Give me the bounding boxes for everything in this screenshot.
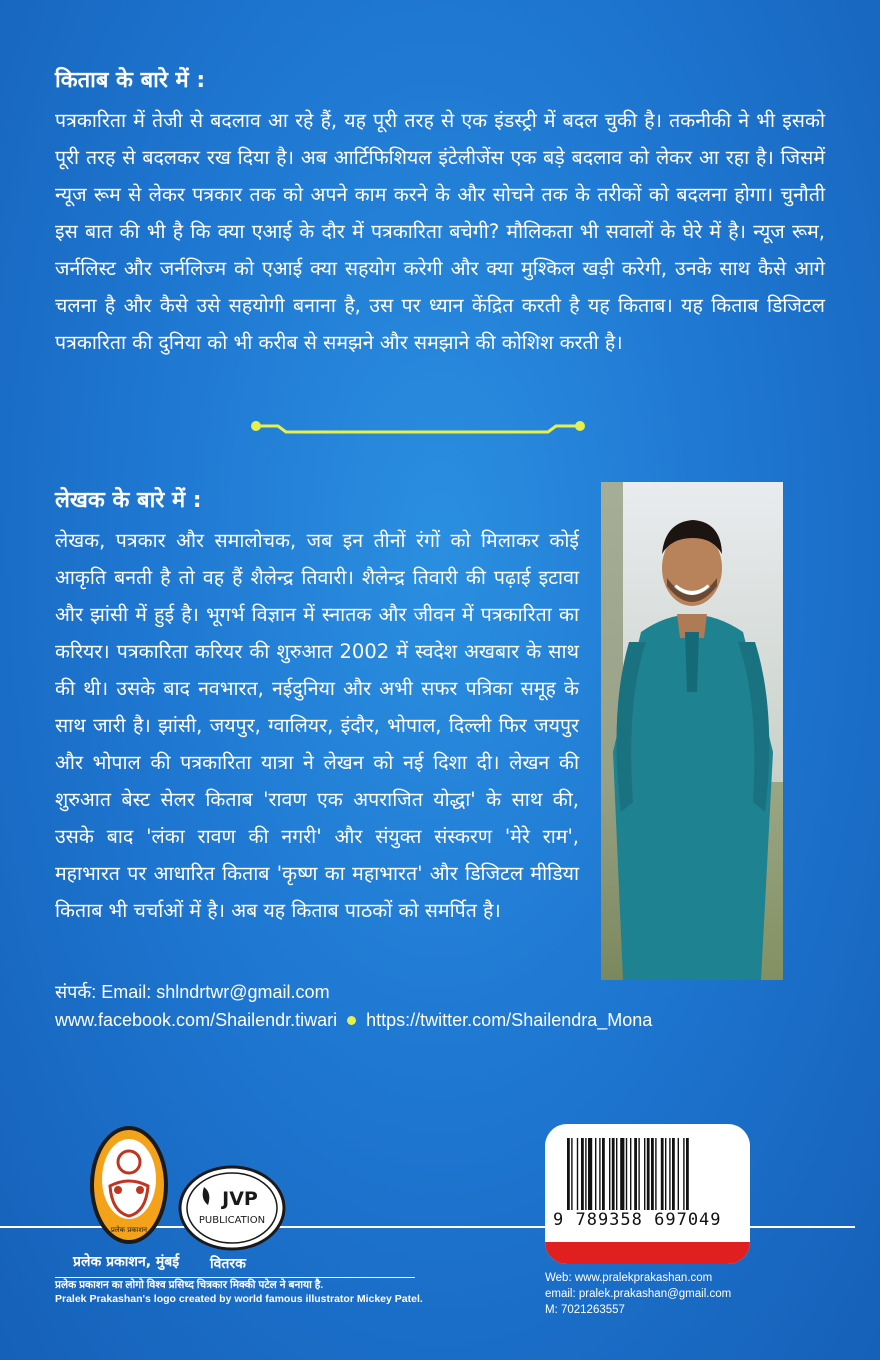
distributor-caption: वितरक	[210, 1256, 246, 1272]
pralek-prakashan-logo	[88, 1124, 170, 1246]
author-photo	[601, 482, 783, 980]
barcode-bars	[567, 1138, 727, 1210]
publisher-mobile: M: 7021263557	[545, 1304, 625, 1316]
about-book-text: पत्रकारिता में तेजी से बदलाव आ रहे हैं, यह पूरी तरह से एक इंडस्ट्री में बदल चुकी है। तकनीकी ने भी इसको पूरी तरह से बदलकर रख दिया है। अब आर्टिफिशियल इंटेलीजेंस एक बड़े बदलाव को लेकर आ रहा है। जिसमें न्यूज रूम से लेकर पत्रकार तक को अपने काम करने के और सोचने तक के तरीकों को बदलना होगा। चुनौती इस बात की भी है कि क्या एआई के दौर में पत्रकारिता बचेगी? मौलिकता भी सवालों के घेरे में है। न्यूज रूम, जर्नलिस्ट और जर्नलिज्म को एआई क्या सहयोग करेगी और क्या मुश्किल खड़ी करेगी, उनके साथ कैसे आगे चलना है और कैसे उसे सहयोगी बनाना है, उस पर ध्यान केंद्रित करती है यह किताब। यह किताब डिजिटल पत्रकारिता की दुनिया को भी करीब से समझने और समझाने की कोशिश करती है।	[55, 109, 825, 354]
facebook-link[interactable]: www.facebook.com/Shailendr.tiwari	[55, 1010, 338, 1030]
ornamental-divider	[248, 414, 588, 438]
contact-email[interactable]: shlndrtwr@gmail.com	[156, 982, 330, 1002]
social-links	[55, 1010, 652, 1031]
pralek-caption: प्रलेक प्रकाशन, मुंबई	[73, 1254, 180, 1270]
contact-line	[55, 980, 330, 1004]
jvp-logo-subtext: PUBLICATION	[198, 1215, 266, 1226]
about-author-heading: लेखक के बारे में :	[55, 488, 202, 513]
separator-dot	[347, 1016, 356, 1025]
jvp-logo-text: JVP	[222, 1188, 258, 1210]
twitter-link[interactable]: https://twitter.com/Shailendra_Mona	[366, 1010, 653, 1030]
publisher-web[interactable]: Web: www.pralekprakashan.com	[545, 1272, 713, 1284]
contact-label: संपर्क: Email:	[55, 982, 152, 1002]
logo-credit	[55, 1277, 423, 1314]
about-author-text: लेखक, पत्रकार और समालोचक, जब इन तीनों रंगों को मिलाकर कोई आकृति बनती है तो वह हैं शैलेन्द्र तिवारी। शैलेन्द्र तिवारी की पढ़ाई इटावा और झांसी में हुई है। भूगर्भ विज्ञान में स्नातक और जीवन में पत्रकारिता का करियर। पत्रकारिता करियर की शुरुआत 2002 में स्वदेश अखबार के साथ की थी। उसके बाद नवभारत, नईदुनिया और अभी सफर पत्रिका समूह के साथ जारी है। झांसी, जयपुर, ग्वालियर, इंदौर, भोपाल, दिल्ली फिर जयपुर और भोपाल की पत्रकारिता यात्रा ने लेखन को नई दिशा दी। लेखन की शुरुआत बेस्ट सेलर किताब 'रावण एक अपराजित योद्धा' के साथ की, उसके बाद 'लंका रावण की नगरी' और संयुक्त संस्करण 'मेरे राम', महाभारत पर आधारित किताब 'कृष्ण का महाभारत' और डिजिटल मीडिया किताब भी चर्चाओं में है। अब यह किताब पाठकों को समर्पित है।	[55, 529, 579, 922]
isbn-number: 9 789358 697049	[553, 1210, 722, 1230]
logo-credit-hindi: प्रलेक प्रकाशन का लोगो विश्व प्रसिध्द चित्रकार मिक्की पटेल ने बनाया है.	[55, 1279, 324, 1291]
logo-credit-english: Pralek Prakashan's logo created by world famous illustrator Mickey Patel.	[55, 1293, 423, 1305]
jvp-publication-logo	[178, 1165, 286, 1251]
barcode-red-band	[545, 1242, 750, 1264]
publisher-email[interactable]: email: pralek.prakashan@gmail.com	[545, 1288, 732, 1300]
isbn-barcode	[545, 1124, 750, 1264]
pralek-logo-text: प्रलेक प्रकाशन	[110, 1226, 148, 1234]
about-book-heading: किताब के बारे में :	[55, 68, 206, 93]
